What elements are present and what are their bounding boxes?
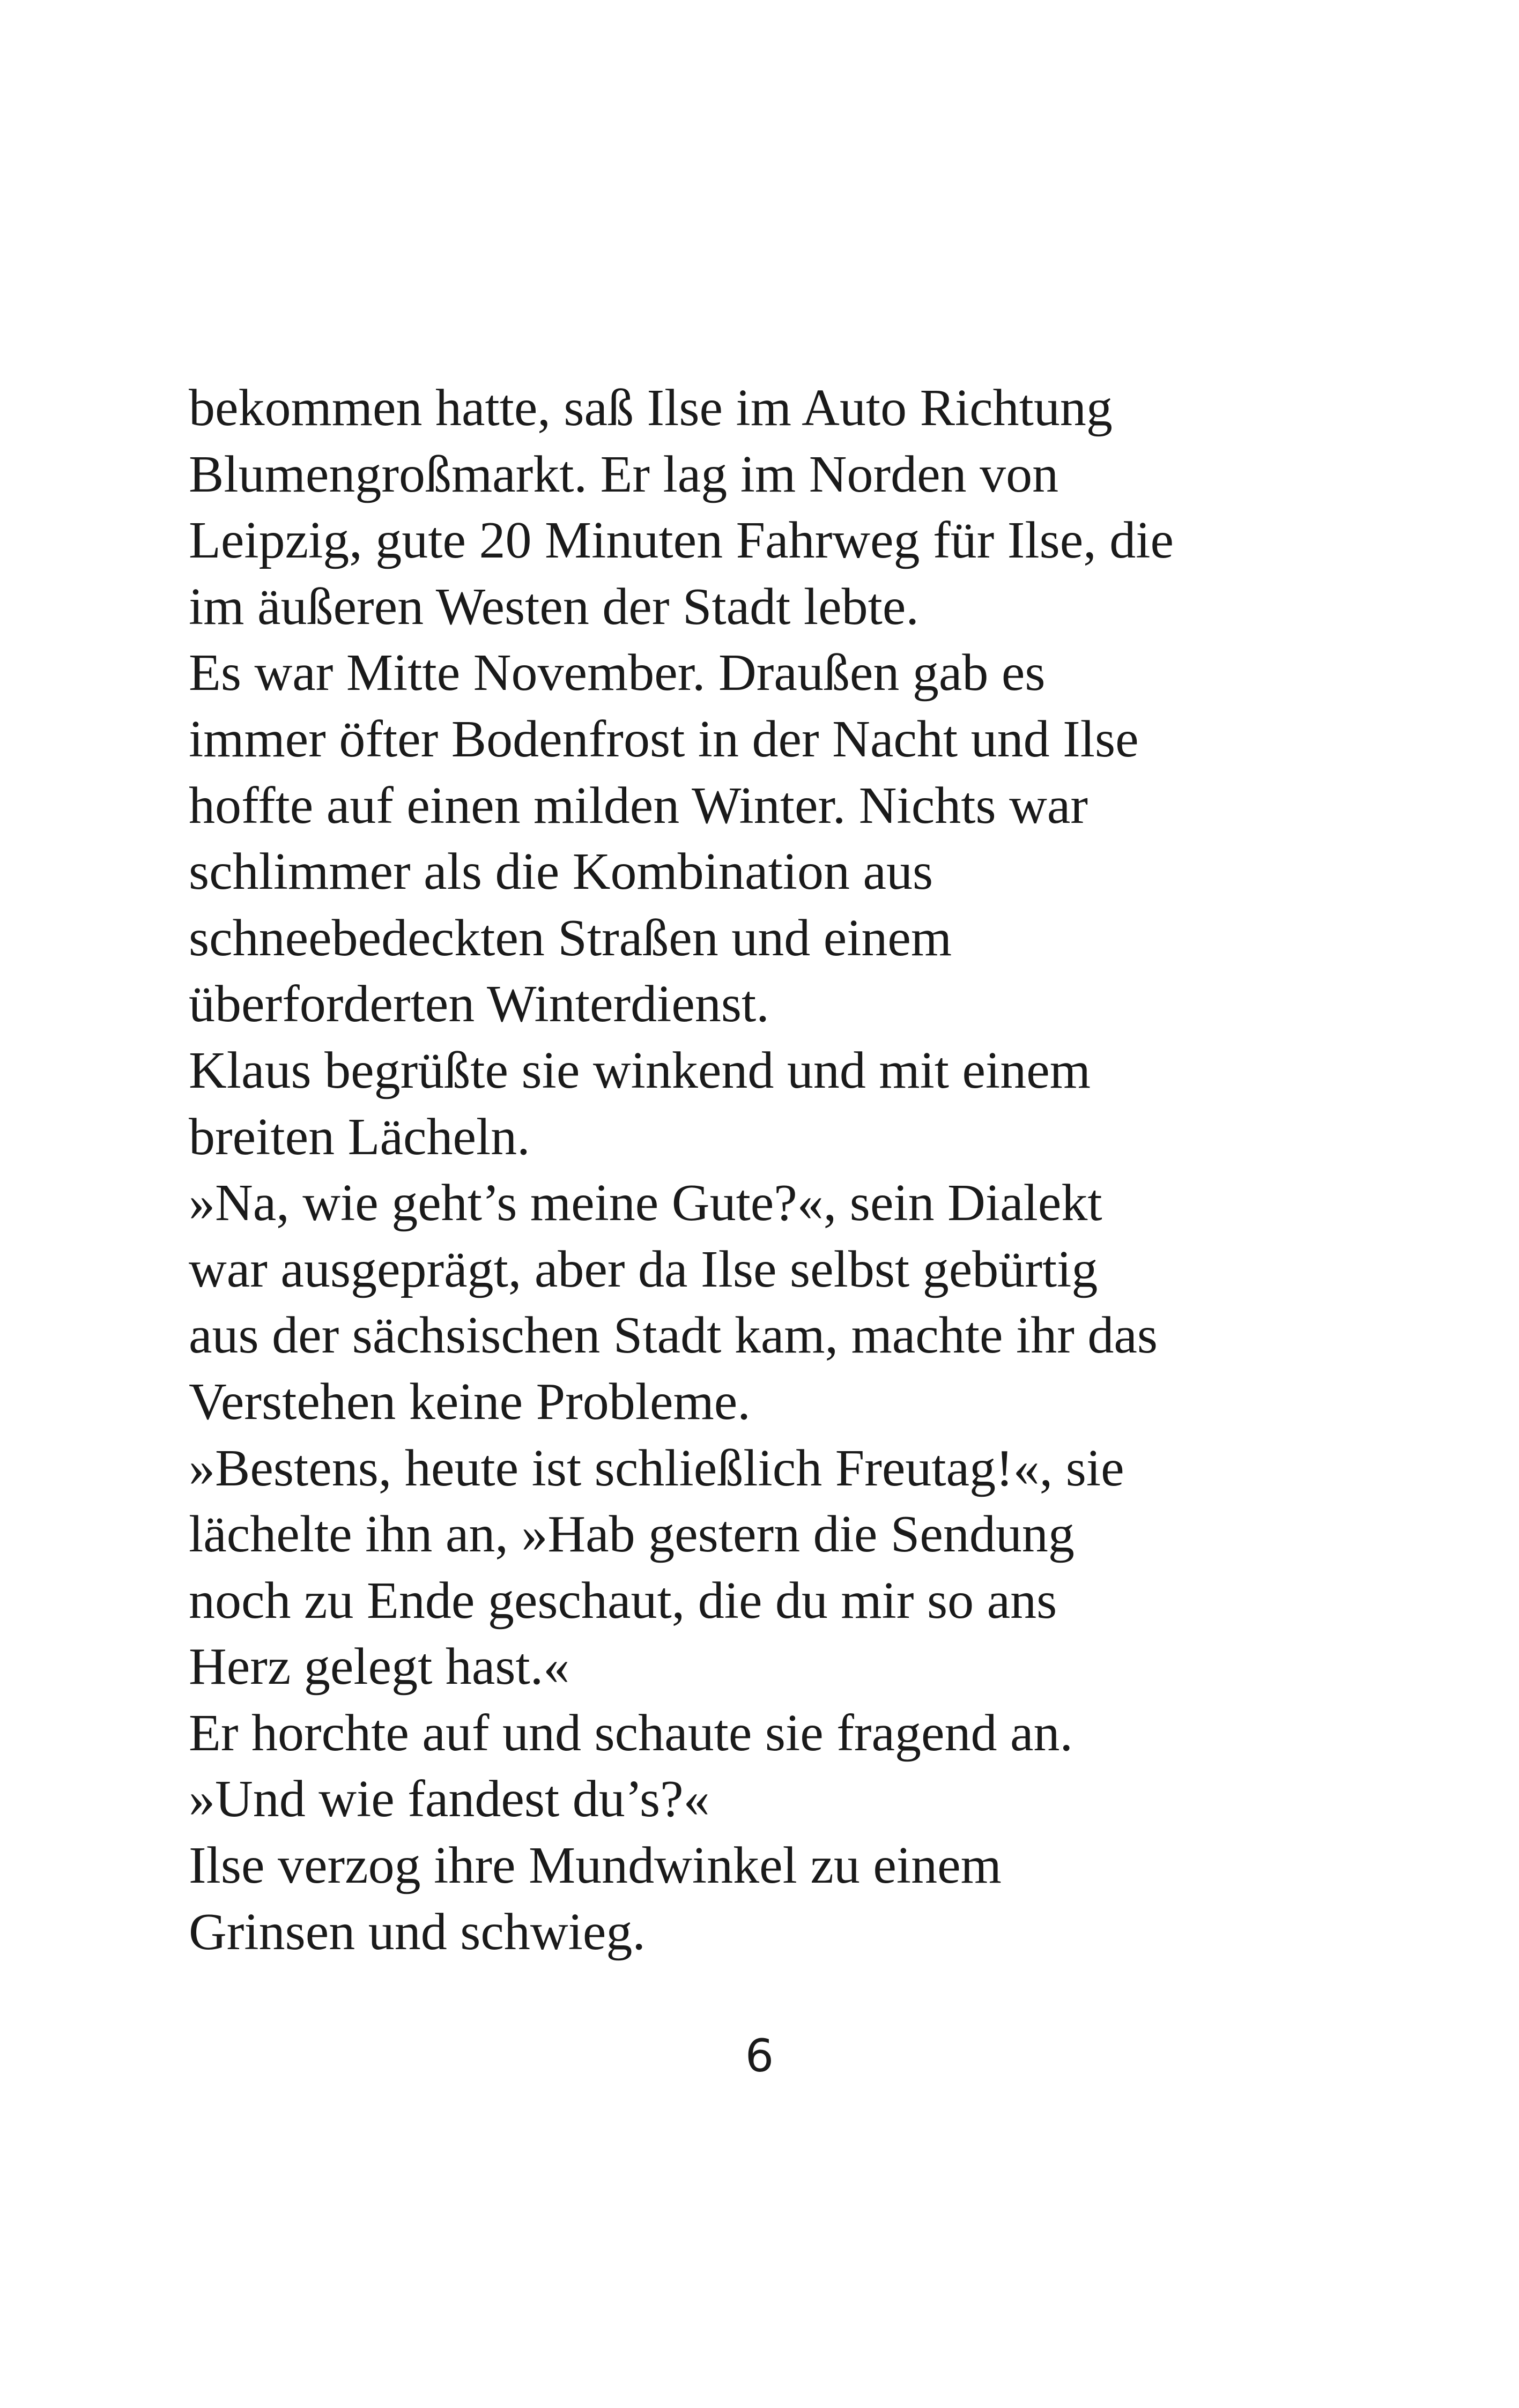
text-line: Ilse verzog ihre Mundwinkel zu einem [189, 1837, 1002, 1895]
text-line: Klaus begrüßte sie winkend und mit einem [189, 1041, 1091, 1099]
text-line: Grinsen und schwieg. [189, 1902, 646, 1961]
page-number: 6 [745, 2030, 774, 2082]
body-text [189, 375, 1502, 1965]
text-line: im äußeren Westen der Stadt lebte. [189, 577, 919, 636]
text-line: Leipzig, gute 20 Minuten Fahrweg für Ilse, die [189, 511, 1174, 570]
text-line: Herz gelegt hast.« [189, 1638, 570, 1696]
text-line: breiten Lächeln. [189, 1108, 530, 1166]
text-line: war ausgeprägt, aber da Ilse selbst gebürtig [189, 1240, 1098, 1298]
text-line: »Na, wie geht’s meine Gute?«, sein Dialekt [189, 1174, 1102, 1232]
text-line: »Und wie fandest du’s?« [189, 1770, 710, 1829]
text-line: hoffte auf einen milden Winter. Nichts war [189, 776, 1088, 835]
text-line: immer öfter Bodenfrost in der Nacht und Ilse [189, 710, 1139, 768]
text-line: überforderten Winterdienst. [189, 975, 769, 1034]
text-line: Er horchte auf und schaute sie fragend an. [189, 1704, 1073, 1762]
text-line: schlimmer als die Kombination aus [189, 843, 933, 901]
text-line: Es war Mitte November. Draußen gab es [189, 644, 1046, 702]
text-line: Blumengroßmarkt. Er lag im Norden von [189, 445, 1059, 503]
text-line: noch zu Ende geschaut, die du mir so ans [189, 1571, 1057, 1630]
text-line: Verstehen keine Probleme. [189, 1372, 751, 1431]
text-line: schneebedeckten Straßen und einem [189, 909, 952, 967]
text-line: lächelte ihn an, »Hab gestern die Sendung [189, 1505, 1075, 1564]
text-line: aus der sächsischen Stadt kam, machte ihr das [189, 1306, 1158, 1365]
text-line: »Bestens, heute ist schließlich Freutag!«, sie [189, 1439, 1124, 1497]
text-line: bekommen hatte, saß Ilse im Auto Richtung [189, 379, 1113, 437]
